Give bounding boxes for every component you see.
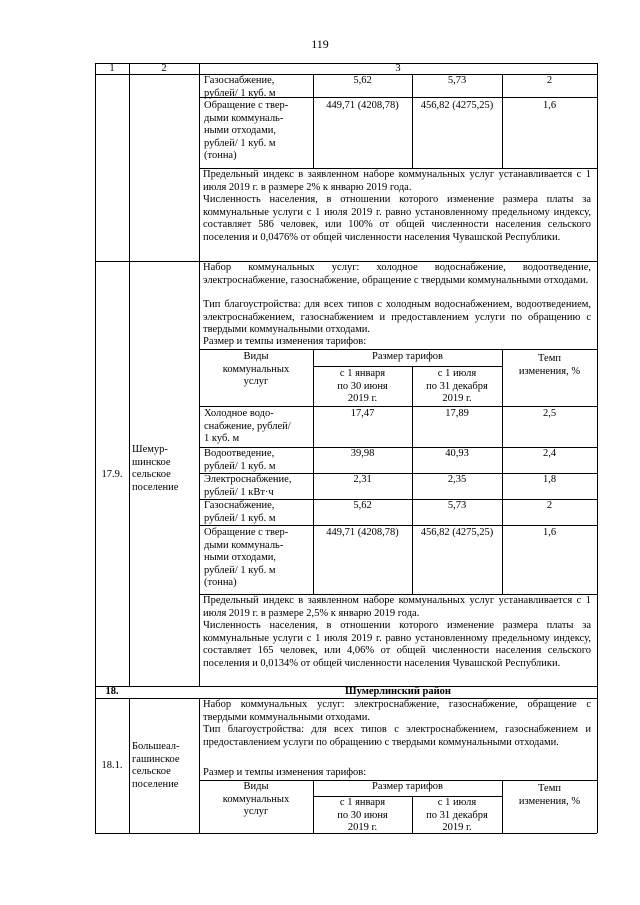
section-181-number: 18.1. [101,760,123,771]
header-col-3: 3 [395,63,401,74]
block1-row-name: Обращение с твер- дыми коммуналь- ными отходами, рублей/ 1 куб. м (тонна) [204,100,289,161]
tariff-row-name: Холодное водо- снабжение, рублей/ 1 куб. м [204,408,291,444]
tariff-row-rate: 2,4 [542,448,557,459]
section-179-name: Шемур- шинское сельское поселение [132,444,179,493]
section-181-type-text: Тип благоустройства: для всех типов с электроснабжением, газоснабжением и предоставлением услуги по обращению с твердыми коммунальными отходами. [203,724,591,748]
tariff-header-rate: Темп изменения, % [518,353,581,377]
tariff-row-name: Водоотведение, рублей/ 1 куб. м [204,448,276,472]
block1-population-text: Численность населения, в отношении которого изменение размера платы за коммунальные услуги с 1 июля 2019 г. равно установленному предельному индексу, составляет 586 человек, или 100% от общей численности населения сельского поселения и 0,0476% от общей численности населения Чувашской Республики. [203,194,591,243]
tariff-row-value: 449,71 (4208,78) [326,527,399,538]
section-179-set-text: Набор коммунальных услуг: холодное водоснабжение, водоотведение, электроснабжение, газоснабжение, обращение с твердыми коммунальными отходами. [203,262,591,286]
tariff-row-value: 17,47 [350,408,375,419]
page-number: 119 [311,37,329,51]
section-181-tariff-title: Размер и темпы изменения тарифов: [203,767,367,778]
section-179-population-text: Численность населения, в отношении которого изменение размера платы за коммунальные услуги с 1 июля 2019 г. равно установленному предельному индексу, составляет 165 человек, или 4,06% от общей численности населения сельского поселения и 0,0134% от общей численности населения Чувашской Республики. [203,620,591,669]
table-left-border [95,63,96,833]
tariff-row-rate: 2 [546,500,553,511]
block1-row-name: Газоснабжение, рублей/ 1 куб. м [204,75,276,99]
block1-index-text: Предельный индекс в заявленном наборе коммунальных услуг устанавливается с 1 июля 2019 г. в размере 2% к январю 2019 года. [203,169,591,193]
block1-row-rate: 2 [546,75,553,86]
tariff-row-rate: 1,8 [542,474,557,485]
tariff-row-value: 5,73 [447,500,467,511]
tariff-row-value: 2,31 [353,474,372,485]
section-18-title: Шумерлинский район [345,686,451,697]
tariff-header-size: Размер тарифов [372,781,443,792]
tariff-header-size: Размер тарифов [372,351,443,362]
tariff-row-rate: 1,6 [542,527,557,538]
header-col-1: 1 [109,63,115,74]
block1-row-value: 456,82 (4275,25) [420,100,494,111]
tariff-header-kind: Виды коммунальных услуг [222,351,290,387]
tariff-header-period-1: с 1 января по 30 июня 2019 г. [337,797,388,833]
section-181-set-text: Набор коммунальных услуг: электроснабжение, газоснабжение, обращение с твердыми коммунальными отходами. [203,699,591,723]
section-179-number: 17.9. [101,469,123,480]
section-181-name: Большеал- гашинское сельское поселение [132,741,180,790]
section-179-index-text: Предельный индекс в заявленном наборе коммунальных услуг устанавливается с 1 июля 2019 г. в размере 2,5% к январю 2019 года. [203,595,591,619]
tariff-row-value: 39,98 [350,448,375,459]
tariff-row-value: 5,62 [353,500,372,511]
tariff-row-name: Газоснабжение, рублей/ 1 куб. м [204,500,276,524]
table-right-border [597,63,598,833]
block1-row-value: 449,71 (4208,78) [326,100,399,111]
block1-row-rate: 1,6 [542,100,557,111]
block1-row-value: 5,73 [447,75,467,86]
section-179-type-text: Тип благоустройства: для всех типов с холодным водоснабжением, водоотведением, электроснабжением, газоснабжением и предоставлением услуги по обращению с твердыми коммунальными отходами. [203,299,591,335]
tariff-row-name: Электроснабжение, рублей/ 1 кВт·ч [204,474,292,498]
tariff-row-value: 17,89 [445,408,469,419]
header-col-2: 2 [161,63,167,74]
tariff-row-rate: 2,5 [542,408,557,419]
tariff-header-period-2: с 1 июля по 31 декабря 2019 г. [426,797,488,833]
tariff-header-rate: Темп изменения, % [518,783,581,807]
section-179-tariff-title: Размер и темпы изменения тарифов: [203,336,367,347]
tariff-row-value: 456,82 (4275,25) [420,527,494,538]
tariff-row-value: 40,93 [445,448,469,459]
section-18-number: 18. [105,686,119,697]
tariff-header-period-1: с 1 января по 30 июня 2019 г. [337,368,388,404]
tariff-header-kind: Виды коммунальных услуг [222,781,290,817]
tariff-header-period-2: с 1 июля по 31 декабря 2019 г. [426,368,488,404]
tariff-row-name: Обращение с твер- дыми коммуналь- ными отходами, рублей/ 1 куб. м (тонна) [204,527,289,588]
block1-row-value: 5,62 [353,75,372,86]
tariff-row-value: 2,35 [447,474,467,485]
